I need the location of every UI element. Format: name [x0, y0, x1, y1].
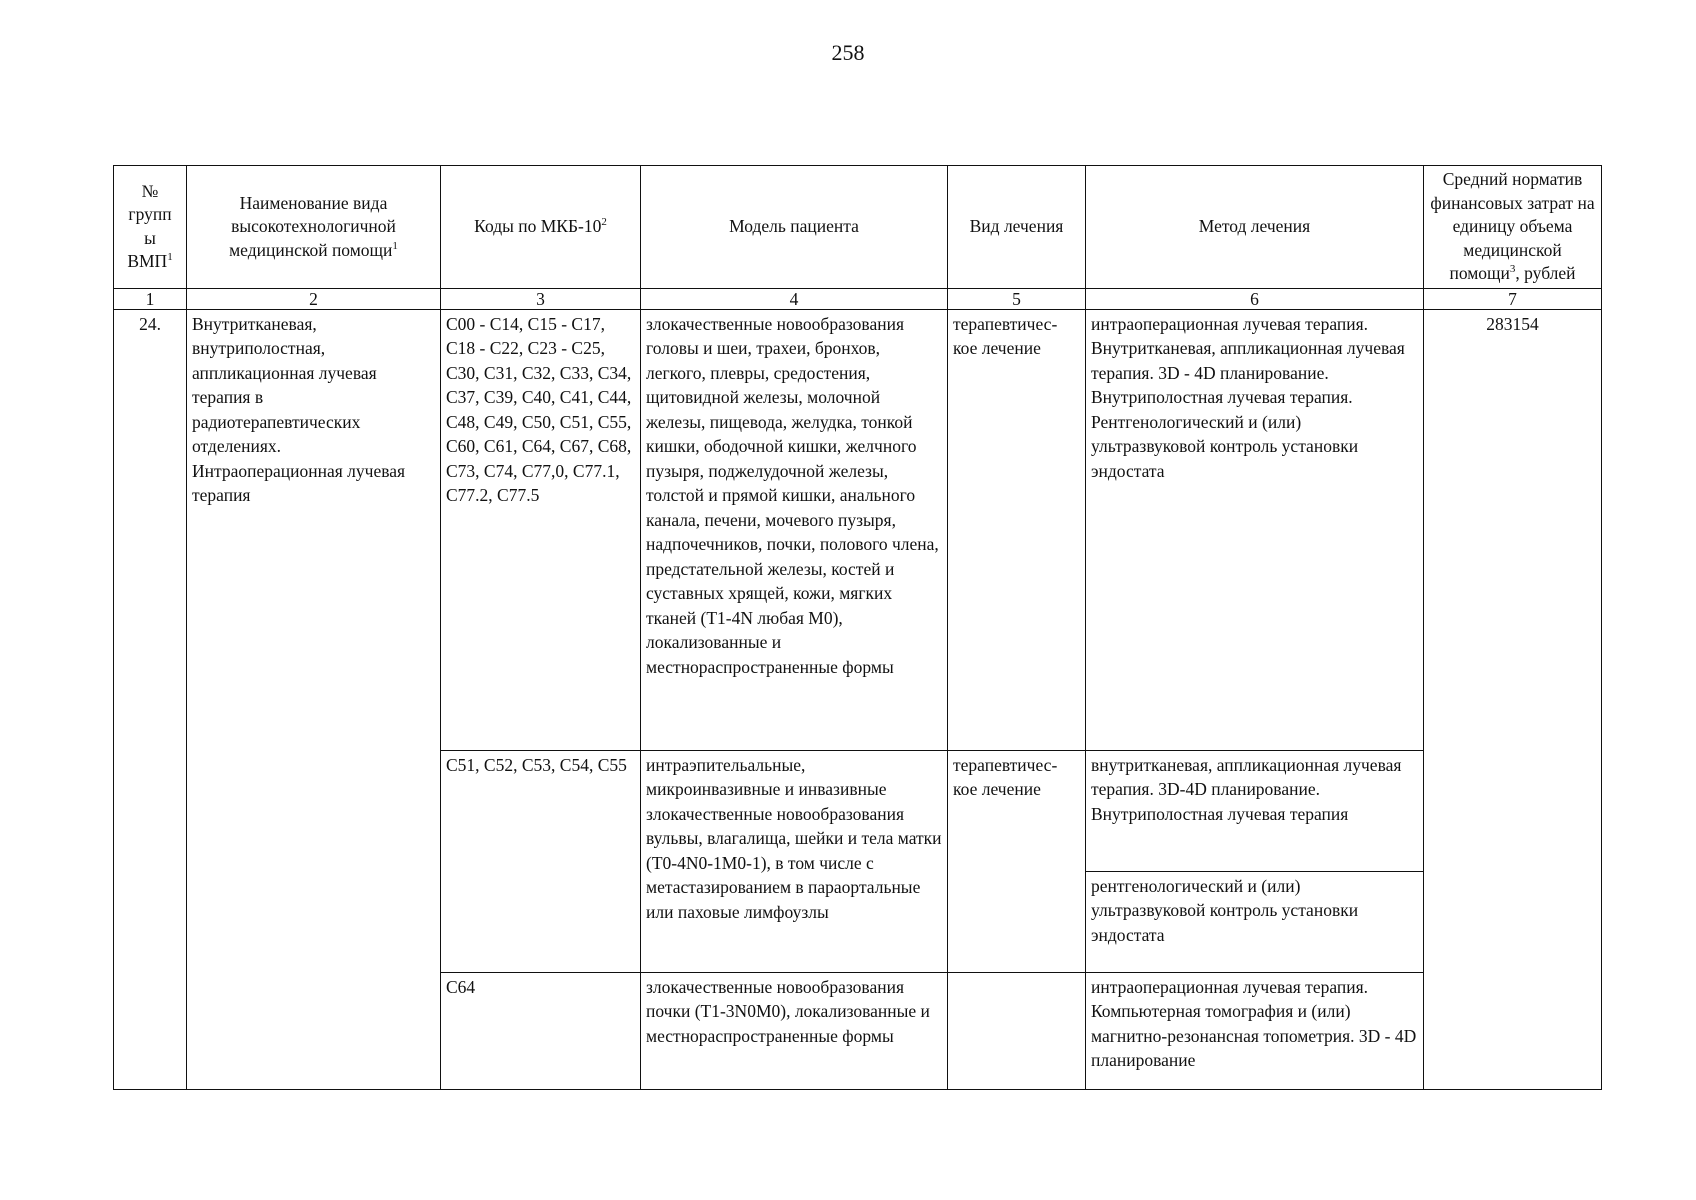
patient-model-cell: интраэпительальные, микроинвазивные и инвазивные злокачественные новообразования вульвы, влагалища, шейки и тела матки (T0-4N0-1M0-1), в том числе с метастазированием в параортальные или паховые лимфоузлы — [641, 750, 948, 972]
column-numbers-row — [114, 288, 1602, 309]
treatment-method-cell: интраоперационная лучевая терапия. Внутритканевая, аппликационная лучевая терапия. 3D - 4D планирование. Внутриполостная лучевая терапия. Рентгенологический и (или) ультразвуковой контроль установки эндостата — [1086, 309, 1424, 750]
treatment-type-cell: терапевтичес- кое лечение — [948, 309, 1086, 750]
header-patient-model: Модель пациента — [641, 166, 948, 289]
header-treatment-type: Вид лечения — [948, 166, 1086, 289]
column-number: 2 — [187, 288, 441, 309]
header-row — [114, 166, 1602, 289]
column-number: 7 — [1424, 288, 1602, 309]
care-type-cell: Внутритканевая, внутриполостная, аппликационная лучевая терапия в радиотерапевтических отделениях. Интраоперационная лучевая терапия — [187, 309, 441, 1089]
icd-codes-cell: C64 — [441, 972, 641, 1089]
header-care-type: Наименование вида высокотехнологичной медицинской помощи$^1$ — [187, 166, 441, 289]
header-cost-norm: Средний норматив финансовых затрат на единицу объема медицинской помощи$^3$, рублей — [1424, 166, 1602, 289]
group-number-cell: 24. — [114, 309, 187, 1089]
treatment-method-cell: интраоперационная лучевая терапия. Компьютерная томография и (или) магнитно-резонансная топометрия. 3D - 4D планирование — [1086, 972, 1424, 1089]
treatment-method-cell: рентгенологический и (или) ультразвуковой контроль установки эндостата — [1086, 871, 1424, 972]
table-row — [114, 309, 1602, 750]
icd-codes-cell: C51, C52, C53, C54, C55 — [441, 750, 641, 972]
column-number: 1 — [114, 288, 187, 309]
treatment-method-cell: внутритканевая, аппликационная лучевая терапия. 3D-4D планирование. Внутриполостная лучевая терапия — [1086, 750, 1424, 871]
column-number: 5 — [948, 288, 1086, 309]
page-number: 258 — [831, 40, 865, 65]
header-group-number: № групп ы ВМП$^1$ — [114, 166, 187, 289]
header-treatment-method: Метод лечения — [1086, 166, 1424, 289]
patient-model-cell: злокачественные новообразования головы и шеи, трахеи, бронхов, легкого, плевры, средостения, щитовидной железы, молочной железы, пищевода, желудка, тонкой кишки, ободочной кишки, желчного пузыря, поджелудочной железы, толстой и прямой кишки, анального канала, печени, мочевого пузыря, надпочечников, почки, полового члена, предстательной железы, костей и суставных хрящей, кожи, мягких тканей (T1-4N любая M0), локализованные и местнораспространенные формы — [641, 309, 948, 750]
patient-model-cell: злокачественные новообразования почки (T1-3N0M0), локализованные и местнораспространенные формы — [641, 972, 948, 1089]
cost-cell: 283154 — [1424, 309, 1602, 1089]
treatment-type-cell: терапевтичес- кое лечение — [948, 750, 1086, 972]
treatment-type-cell — [948, 972, 1086, 1089]
icd-codes-cell: C00 - C14, C15 - C17, C18 - C22, C23 - C25, C30, C31, C32, C33, C34, C37, C39, C40, C41, C44, C48, C49, C50, C51, C55, C60, C61, C64, C67, C68, C73, C74, C77,0, C77.1, C77.2, C77.5 — [441, 309, 641, 750]
column-number: 6 — [1086, 288, 1424, 309]
header-icd-codes: Коды по МКБ-$10^2$ — [441, 166, 641, 289]
column-number: 4 — [641, 288, 948, 309]
column-number: 3 — [441, 288, 641, 309]
vmp-table — [113, 165, 1602, 1090]
